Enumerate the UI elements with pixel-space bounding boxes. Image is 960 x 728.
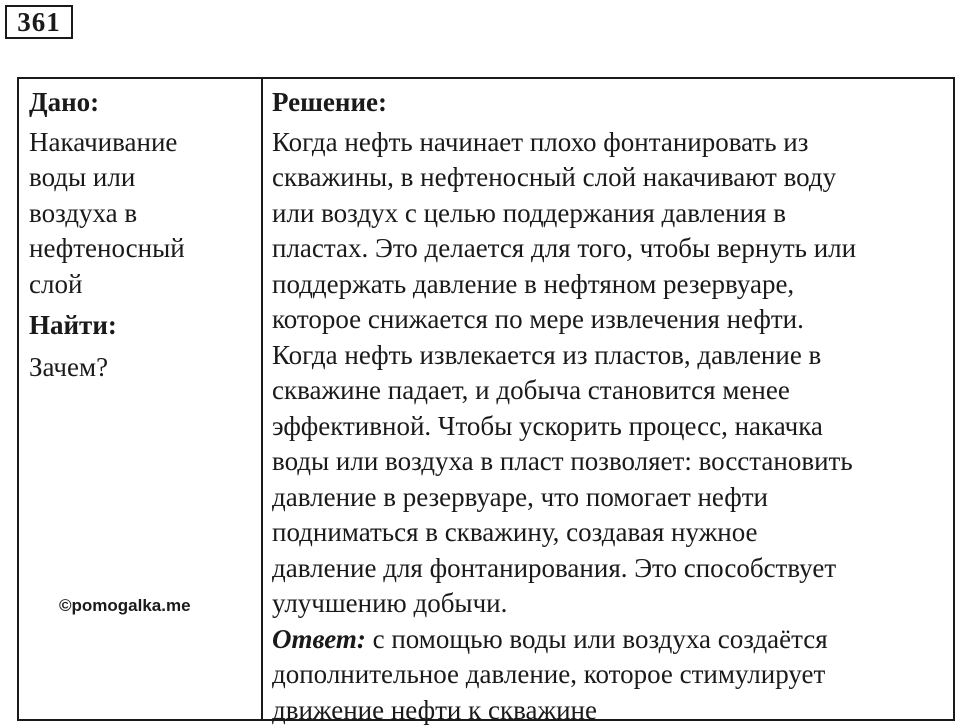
given-heading: Дано: <box>29 85 251 121</box>
task-table <box>17 77 955 721</box>
solution-line: эффективной. Чтобы ускорить процесс, накачка <box>272 409 947 445</box>
given-column <box>29 85 251 385</box>
solution-line: которое снижается по мере извлечения нефти. <box>272 302 947 338</box>
problem-number: 361 <box>5 5 73 39</box>
given-text <box>29 125 251 303</box>
find-text: Зачем? <box>29 350 251 386</box>
column-divider <box>261 79 263 719</box>
given-line: слой <box>29 267 251 303</box>
solution-line: пластах. Это делается для того, чтобы вернуть или <box>272 231 947 267</box>
solution-line: или воздух с целью поддержания давления в <box>272 196 947 232</box>
given-line: воды или <box>29 160 251 196</box>
find-heading: Найти: <box>29 308 251 344</box>
solution-line: Когда нефть начинает плохо фонтанировать из <box>272 125 947 161</box>
solution-line: улучшению добычи. <box>272 586 947 622</box>
watermark: ©pomogalka.me <box>59 596 191 616</box>
solution-line: воды или воздуха в пласт позволяет: восстановить <box>272 444 947 480</box>
answer-line <box>272 622 947 658</box>
answer-line: движение нефти к скважине <box>272 693 947 728</box>
solution-line: Когда нефть извлекается из пластов, давление в <box>272 338 947 374</box>
solution-line: подниматься в скважину, создавая нужное <box>272 515 947 551</box>
solution-line: скважины, в нефтеносный слой накачивают воду <box>272 160 947 196</box>
answer-label: Ответ: <box>272 624 366 654</box>
solution-column <box>272 85 947 728</box>
answer-text: с помощью воды или воздуха создаётся <box>366 624 828 654</box>
solution-line: поддержать давление в нефтяном резервуаре, <box>272 267 947 303</box>
solution-heading: Решение: <box>272 85 947 121</box>
solution-text <box>272 125 947 728</box>
answer-line: дополнительное давление, которое стимулирует <box>272 657 947 693</box>
solution-line: скважине падает, и добыча становится менее <box>272 373 947 409</box>
solution-line: давление для фонтанирования. Это способствует <box>272 551 947 587</box>
given-line: воздуха в <box>29 196 251 232</box>
given-line: нефтеносный <box>29 231 251 267</box>
solution-line: давление в резервуаре, что помогает нефти <box>272 480 947 516</box>
given-line: Накачивание <box>29 125 251 161</box>
